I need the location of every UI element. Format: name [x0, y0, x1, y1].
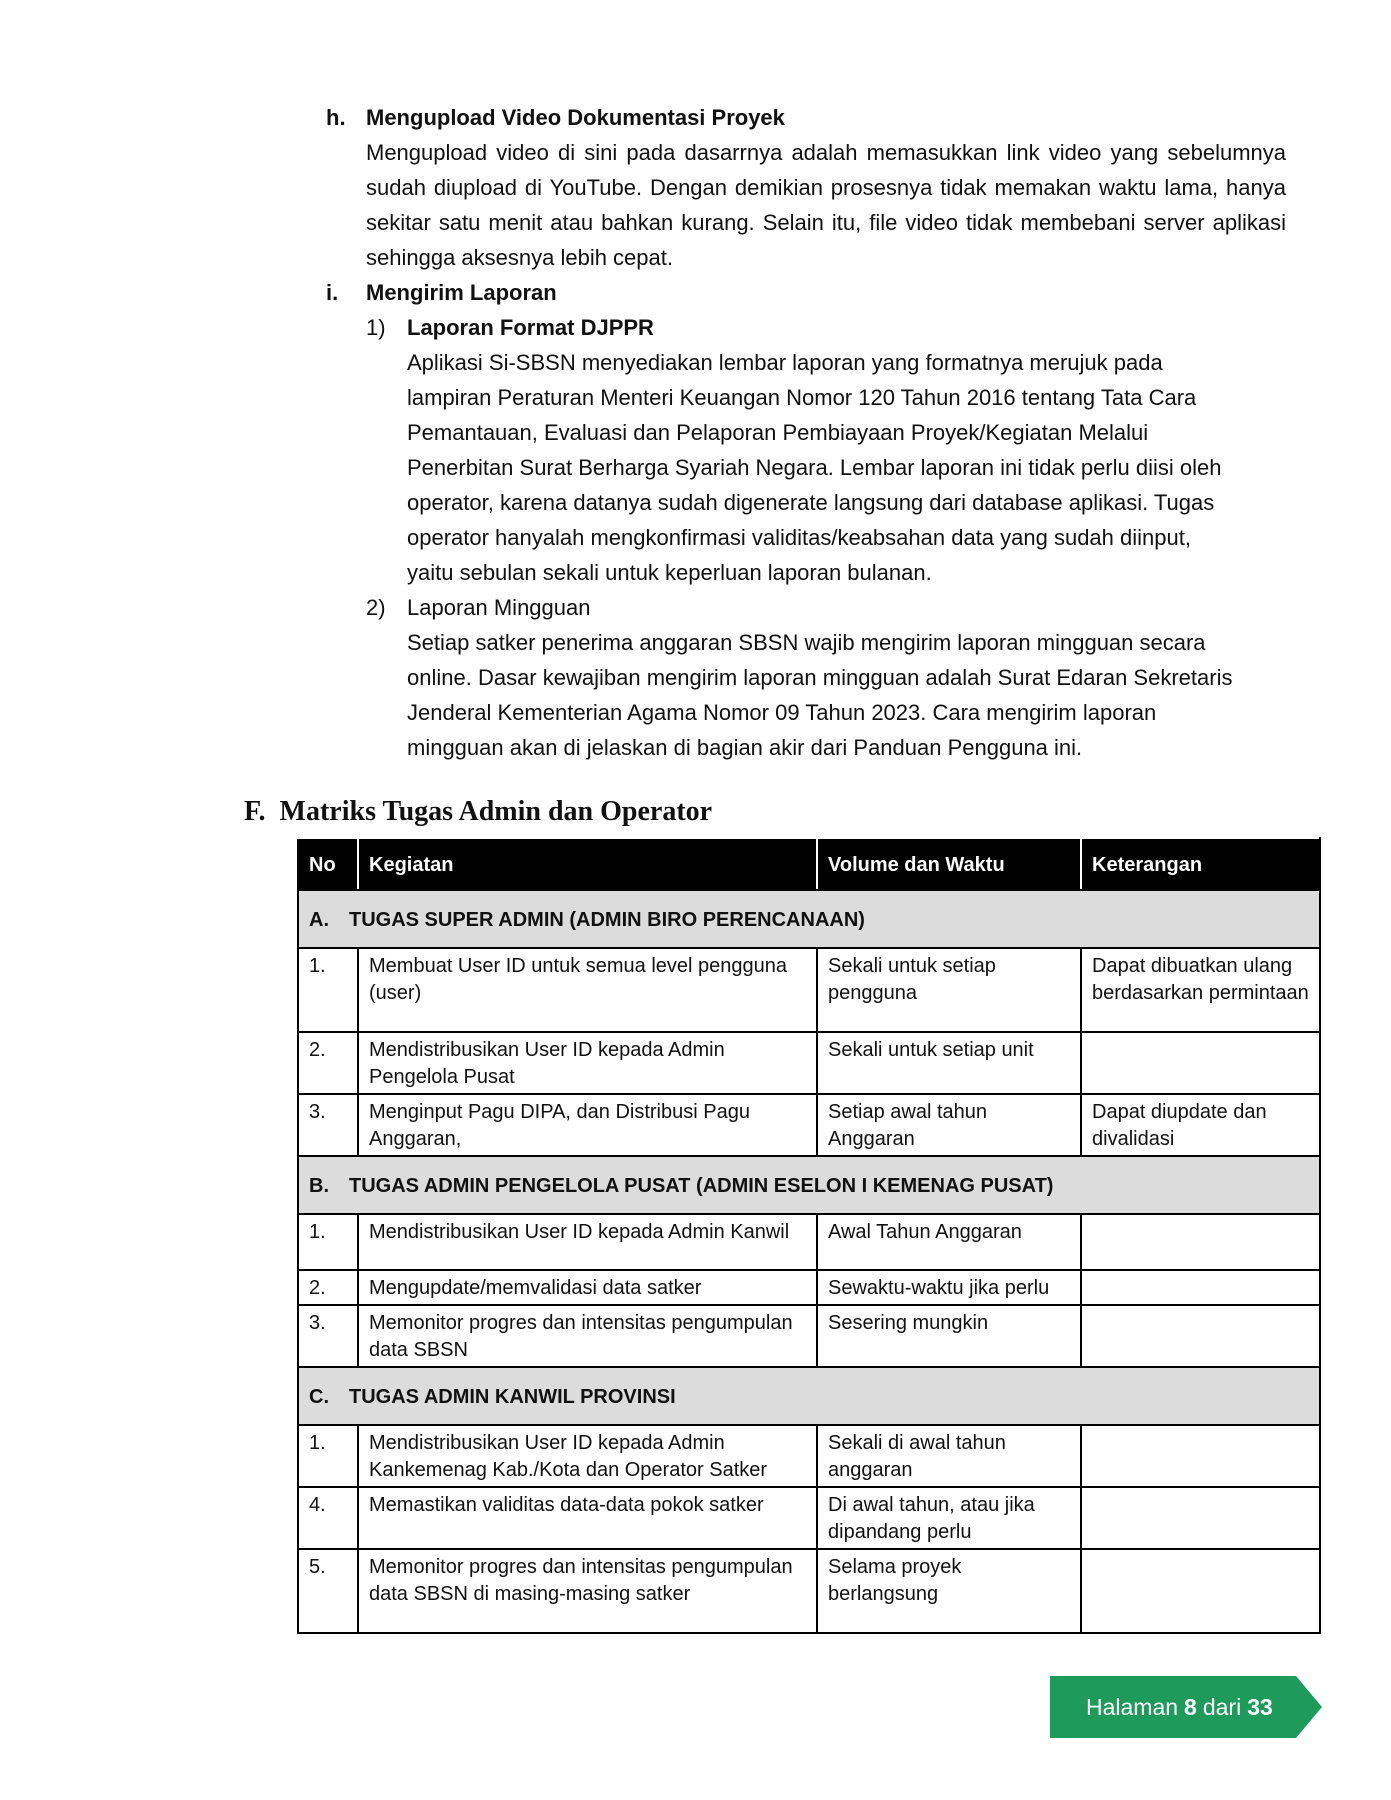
section-marker: F. — [244, 796, 266, 827]
text-line: Pemantauan, Evaluasi dan Pelaporan Pembiayaan Proyek/Kegiatan Melalui — [407, 420, 1149, 445]
cell-no: 3. — [298, 1305, 358, 1367]
item-h-text: Mengupload video di sini pada dasarrnya adalah memasukkan link video yang sebelumnya sudah diupload di YouTube. Dengan demikian prosesnya tidak memakan waktu lama, hanya sekitar satu menit atau bahkan kurang. Selain itu, file video tidak membebani server aplikasi sehingga aksesnya lebih cepat. — [366, 140, 1286, 270]
item-h-title: Mengupload Video Dokumentasi Proyek — [366, 105, 785, 130]
cell-no: 4. — [298, 1487, 358, 1549]
page-prefix: Halaman — [1086, 1693, 1179, 1720]
cell-keterangan — [1081, 1032, 1320, 1094]
task-matrix-table — [297, 837, 1321, 1634]
item-i-marker: i. — [326, 280, 339, 305]
sub1-text — [407, 345, 1287, 590]
table-row — [298, 1549, 1320, 1633]
page-total: 33 — [1247, 1693, 1273, 1720]
cell-no: 1. — [298, 1425, 358, 1487]
cell-volume: Sekali untuk setiap pengguna — [817, 948, 1081, 1032]
table-header-row — [298, 838, 1320, 890]
cell-volume: Sesering mungkin — [817, 1305, 1081, 1367]
group-letter: C. — [309, 1385, 329, 1408]
cell-volume: Setiap awal tahun Anggaran — [817, 1094, 1081, 1156]
page-sep: dari — [1202, 1693, 1242, 1720]
sub1-marker: 1) — [366, 315, 386, 340]
group-title: TUGAS SUPER ADMIN (ADMIN BIRO PERENCANAAN) — [349, 908, 865, 931]
col-header-kegiatan: Kegiatan — [358, 838, 817, 890]
text-line: Setiap satker penerima anggaran SBSN wajib mengirim laporan mingguan secara — [407, 630, 1206, 655]
table-row — [298, 1425, 1320, 1487]
text-line: operator, karena datanya sudah digenerate langsung dari database aplikasi. Tugas — [407, 490, 1215, 515]
table-row — [298, 1094, 1320, 1156]
cell-keterangan: Dapat dibuatkan ulang berdasarkan permintaan — [1081, 948, 1320, 1032]
group-letter: B. — [309, 1174, 329, 1197]
cell-keterangan — [1081, 1549, 1320, 1633]
text-line: Jenderal Kementerian Agama Nomor 09 Tahun 2023. Cara mengirim laporan — [407, 700, 1157, 725]
cell-keterangan — [1081, 1270, 1320, 1305]
page-current: 8 — [1184, 1693, 1197, 1720]
group-c-title — [298, 1367, 1320, 1425]
text-line: Penerbitan Surat Berharga Syariah Negara. Lembar laporan ini tidak perlu diisi oleh — [407, 455, 1222, 480]
cell-volume: Awal Tahun Anggaran — [817, 1214, 1081, 1270]
cell-kegiatan: Memonitor progres dan intensitas pengumpulan data SBSN di masing-masing satker — [358, 1549, 817, 1633]
item-h-marker: h. — [326, 105, 346, 130]
cell-no: 1. — [298, 1214, 358, 1270]
group-b-title — [298, 1156, 1320, 1214]
group-row-b — [298, 1156, 1320, 1214]
section-heading — [244, 796, 712, 828]
table-row — [298, 1305, 1320, 1367]
cell-no: 3. — [298, 1094, 358, 1156]
cell-kegiatan: Mendistribusikan User ID kepada Admin Kankemenag Kab./Kota dan Operator Satker — [358, 1425, 817, 1487]
group-title: TUGAS ADMIN PENGELOLA PUSAT (ADMIN ESELON I KEMENAG PUSAT) — [349, 1174, 1054, 1197]
text-line: mingguan akan di jelaskan di bagian akir dari Panduan Pengguna ini. — [407, 735, 1083, 760]
item-i-title: Mengirim Laporan — [366, 280, 557, 305]
group-letter: A. — [309, 908, 329, 931]
text-line: lampiran Peraturan Menteri Keuangan Nomor 120 Tahun 2016 tentang Tata Cara — [407, 385, 1197, 410]
cell-no: 2. — [298, 1032, 358, 1094]
cell-no: 1. — [298, 948, 358, 1032]
group-row-c — [298, 1367, 1320, 1425]
table-row — [298, 1487, 1320, 1549]
cell-keterangan — [1081, 1487, 1320, 1549]
cell-kegiatan: Memastikan validitas data-data pokok satker — [358, 1487, 817, 1549]
sub2-marker: 2) — [366, 595, 386, 620]
table-row — [298, 1270, 1320, 1305]
cell-keterangan: Dapat diupdate dan divalidasi — [1081, 1094, 1320, 1156]
cell-kegiatan: Menginput Pagu DIPA, dan Distribusi Pagu Anggaran, — [358, 1094, 817, 1156]
cell-keterangan — [1081, 1425, 1320, 1487]
group-title: TUGAS ADMIN KANWIL PROVINSI — [349, 1385, 676, 1408]
cell-volume: Sekali di awal tahun anggaran — [817, 1425, 1081, 1487]
col-header-no: No — [298, 838, 358, 890]
page-number-badge — [1050, 1676, 1296, 1738]
cell-keterangan — [1081, 1305, 1320, 1367]
text-line: Aplikasi Si-SBSN menyediakan lembar laporan yang formatnya merujuk pada — [407, 350, 1163, 375]
table-row — [298, 1214, 1320, 1270]
cell-kegiatan: Membuat User ID untuk semua level pengguna (user) — [358, 948, 817, 1032]
col-header-keterangan: Keterangan — [1081, 838, 1320, 890]
cell-no: 2. — [298, 1270, 358, 1305]
group-row-a — [298, 890, 1320, 948]
cell-kegiatan: Mendistribusikan User ID kepada Admin Kanwil — [358, 1214, 817, 1270]
cell-kegiatan: Memonitor progres dan intensitas pengumpulan data SBSN — [358, 1305, 817, 1367]
sub2-text — [407, 625, 1287, 765]
cell-no: 5. — [298, 1549, 358, 1633]
sub1-title: Laporan Format DJPPR — [407, 315, 654, 340]
section-title: Matriks Tugas Admin dan Operator — [279, 796, 713, 827]
cell-volume: Sewaktu-waktu jika perlu — [817, 1270, 1081, 1305]
text-line: online. Dasar kewajiban mengirim laporan mingguan adalah Surat Edaran Sekretaris — [407, 665, 1233, 690]
col-header-volume: Volume dan Waktu — [817, 838, 1081, 890]
cell-keterangan — [1081, 1214, 1320, 1270]
cell-volume: Sekali untuk setiap unit — [817, 1032, 1081, 1094]
cell-volume: Di awal tahun, atau jika dipandang perlu — [817, 1487, 1081, 1549]
cell-volume: Selama proyek berlangsung — [817, 1549, 1081, 1633]
sub2-title: Laporan Mingguan — [407, 595, 591, 620]
text-line: operator hanyalah mengkonfirmasi validitas/keabsahan data yang sudah diinput, — [407, 525, 1191, 550]
group-a-title — [298, 890, 1320, 948]
cell-kegiatan: Mengupdate/memvalidasi data satker — [358, 1270, 817, 1305]
table-row — [298, 1032, 1320, 1094]
text-line: yaitu sebulan sekali untuk keperluan laporan bulanan. — [407, 560, 932, 585]
table-row — [298, 948, 1320, 1032]
cell-kegiatan: Mendistribusikan User ID kepada Admin Pengelola Pusat — [358, 1032, 817, 1094]
